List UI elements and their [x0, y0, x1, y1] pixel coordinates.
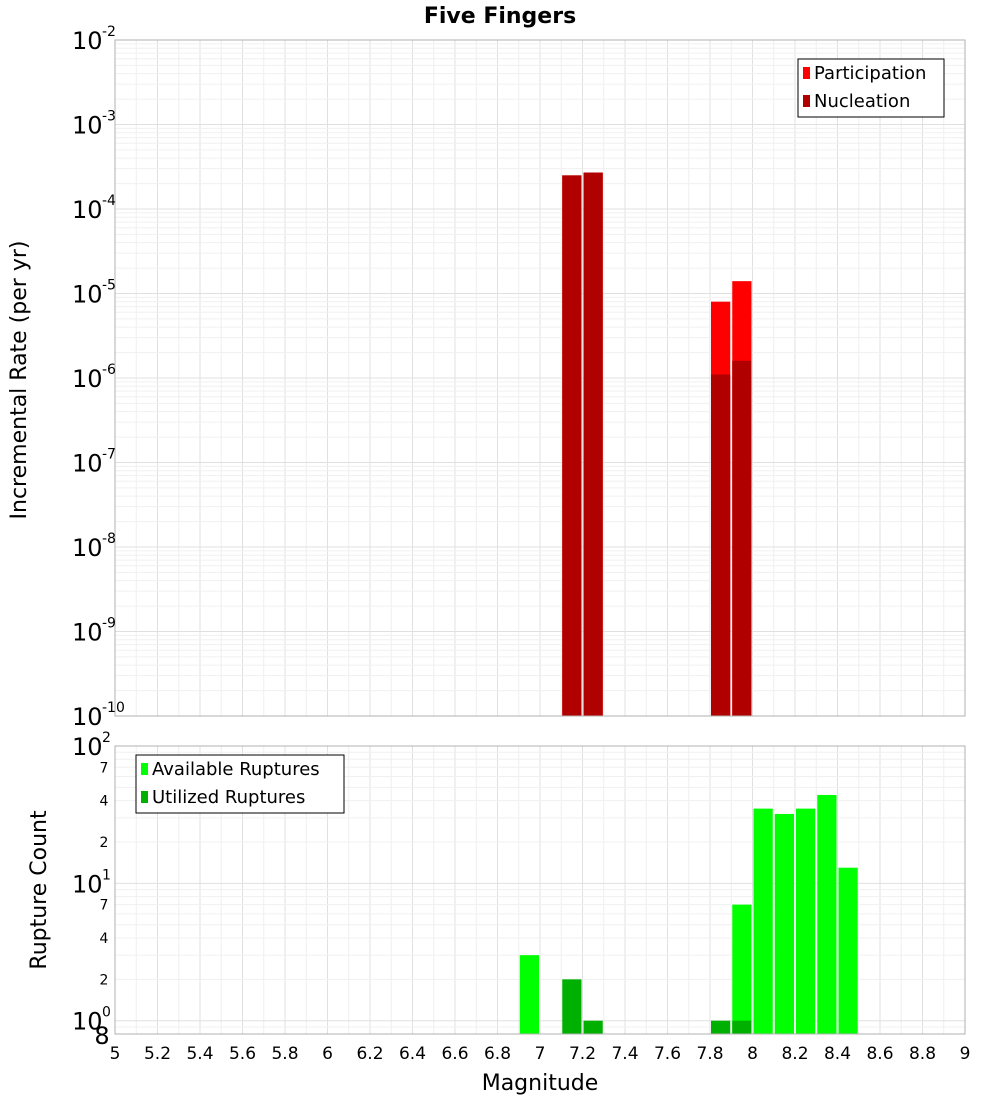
- top-bar-nucleation: [711, 375, 730, 716]
- top-panel: [72, 24, 965, 731]
- top-y-tick-exp: -5: [102, 277, 116, 294]
- top-y-tick-exp: -9: [102, 615, 116, 632]
- x-tick-label: 5.6: [228, 1044, 257, 1064]
- top-y-tick: [72, 616, 116, 647]
- bottom-y-minor-tick: 4: [99, 931, 109, 947]
- x-tick-label: 6.2: [356, 1044, 384, 1064]
- x-tick-label: 6.4: [398, 1044, 427, 1064]
- top-legend: [798, 59, 944, 117]
- x-tick-label: 8: [747, 1044, 758, 1064]
- x-tick-label: 6.8: [483, 1044, 512, 1064]
- x-tick-label: 8.8: [908, 1044, 937, 1064]
- bottom-bar-available-ruptures: [817, 795, 836, 1034]
- bottom-panel: [72, 730, 970, 1064]
- top-legend-swatch: [803, 95, 810, 107]
- top-y-tick-base: 10: [72, 365, 103, 393]
- x-axis-label: Magnitude: [481, 1071, 599, 1096]
- top-y-tick-base: 10: [72, 618, 103, 647]
- top-bar-nucleation: [562, 175, 581, 716]
- top-y-tick: [72, 362, 116, 393]
- x-tick-label: 8.2: [781, 1044, 809, 1064]
- bottom-bar-utilized-ruptures: [711, 1021, 730, 1034]
- bottom-legend: [136, 755, 344, 813]
- top-y-tick-base: 10: [72, 196, 103, 224]
- bottom-bar-utilized-ruptures: [584, 1021, 603, 1034]
- bottom-y-minor-tick: 4: [99, 793, 109, 810]
- bottom-legend-label: Available Ruptures: [152, 759, 320, 780]
- bottom-y-bottom-label: 8: [94, 1022, 110, 1050]
- bottom-legend-swatch: [141, 791, 148, 803]
- bottom-bar-available-ruptures: [732, 905, 751, 1034]
- x-tick-label: 7.2: [568, 1044, 597, 1064]
- x-tick-label: 6.6: [441, 1044, 469, 1064]
- bottom-y-axis-label: Rupture Count: [27, 810, 52, 970]
- top-y-tick-exp: -8: [102, 531, 116, 547]
- x-tick-label: 6: [322, 1044, 333, 1064]
- bottom-bar-available-ruptures: [796, 809, 815, 1034]
- bottom-y-minor-tick: 7: [99, 897, 109, 914]
- top-y-tick-exp: -6: [102, 362, 116, 378]
- bottom-legend-label: Utilized Ruptures: [152, 787, 306, 808]
- chart-title: Five Fingers: [423, 4, 577, 29]
- top-y-tick: [72, 193, 116, 224]
- top-y-tick-exp: -7: [102, 446, 116, 463]
- bottom-y-tick-base: 10: [72, 1007, 103, 1036]
- bottom-y-tick-base: 10: [72, 870, 103, 899]
- top-y-tick-exp: -3: [102, 108, 116, 125]
- bottom-y-tick-exp: 0: [102, 1004, 111, 1021]
- x-tick-label: 7.8: [696, 1044, 724, 1064]
- top-y-tick: [72, 531, 116, 562]
- top-y-tick-base: 10: [72, 449, 103, 478]
- bottom-bar-available-ruptures: [775, 814, 794, 1034]
- bottom-bar-available-ruptures: [839, 868, 858, 1034]
- top-legend-swatch: [803, 67, 810, 79]
- bottom-y-tick-exp: 1: [102, 867, 111, 884]
- top-y-tick-base: 10: [72, 703, 103, 731]
- top-bar-nucleation: [584, 173, 603, 716]
- bottom-y-tick: [72, 867, 111, 898]
- x-tick-label: 7.4: [611, 1044, 639, 1064]
- bottom-bar-available-ruptures: [754, 809, 773, 1034]
- x-tick-label: 9: [959, 1044, 971, 1064]
- bottom-bar-utilized-ruptures: [562, 979, 581, 1034]
- x-tick-label: 5: [109, 1044, 121, 1064]
- top-legend-label: Nucleation: [814, 91, 911, 112]
- top-bar-nucleation: [732, 361, 751, 716]
- bottom-bar-available-ruptures: [520, 955, 539, 1034]
- top-y-tick-base: 10: [72, 27, 103, 55]
- top-y-tick-exp: -4: [102, 193, 116, 209]
- top-y-tick: [72, 447, 116, 478]
- x-tick-label: 7.6: [653, 1044, 682, 1064]
- bottom-bar-utilized-ruptures: [732, 1021, 751, 1034]
- x-tick-label: 8.6: [866, 1044, 894, 1064]
- top-legend-label: Participation: [814, 63, 927, 84]
- x-tick-label: 8.4: [823, 1044, 852, 1064]
- top-y-axis-label: Incremental Rate (per yr): [7, 240, 32, 520]
- bottom-legend-swatch: [141, 763, 148, 775]
- x-tick-label: 5.8: [271, 1044, 299, 1064]
- bottom-y-tick-base: 10: [72, 733, 103, 761]
- bottom-y-minor-tick: 2: [99, 835, 109, 851]
- top-y-tick: [72, 109, 116, 140]
- bottom-y-minor-tick: 7: [99, 760, 109, 777]
- top-y-tick: [72, 24, 116, 55]
- top-y-tick-base: 10: [72, 280, 103, 309]
- top-y-tick: [72, 278, 116, 309]
- bottom-y-tick-exp: 2: [102, 730, 111, 746]
- top-y-tick-exp: -10: [102, 700, 125, 716]
- bottom-y-minor-tick: 2: [99, 972, 109, 989]
- x-tick-label: 5.4: [186, 1044, 214, 1064]
- x-tick-label: 7: [534, 1044, 546, 1064]
- top-y-tick-base: 10: [72, 534, 103, 562]
- x-tick-label: 5.2: [143, 1044, 172, 1064]
- top-y-tick: [72, 700, 125, 731]
- top-y-tick-exp: -2: [102, 24, 116, 40]
- bottom-y-tick: [72, 730, 111, 761]
- top-y-tick-base: 10: [72, 111, 103, 140]
